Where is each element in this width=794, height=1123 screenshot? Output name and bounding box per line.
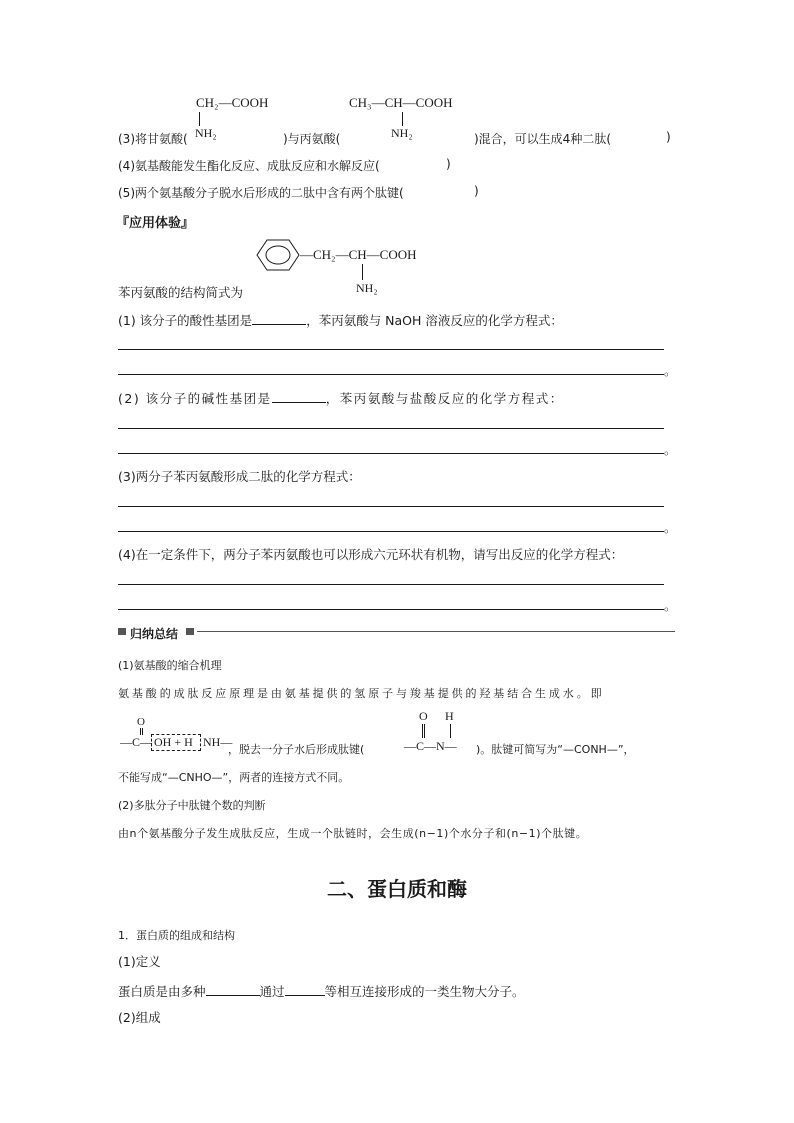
- apply-q2-part-b: ，苯丙氨酸与盐酸反应的化学方程式：: [325, 391, 564, 406]
- summary-p2-text: 由n个氨基酸分子发生成肽反应，生成一个肽链时，会生成(n−1)个水分子和(n−1)个肽键。: [118, 827, 588, 840]
- phenylalanine-chain: —CH₂—CH—COOH: [300, 247, 417, 262]
- phenylalanine-nh2: NH₂: [356, 281, 378, 295]
- mechanism-o: O: [137, 716, 145, 728]
- benzene-ring-icon: [256, 238, 300, 272]
- bond-h: H: [445, 709, 454, 723]
- mechanism-double-bond-a: [140, 728, 141, 735]
- structure-label: 苯丙氨酸的结构简式为: [118, 285, 244, 300]
- answer-line[interactable]: [118, 506, 664, 507]
- basic-group-blank[interactable]: [272, 390, 326, 403]
- apply-q1-part-b: ，苯丙氨酸与 NaOH 溶液反应的化学方程式：: [306, 313, 563, 328]
- q5-close: ): [474, 184, 479, 198]
- mechanism-box-text: OH + H: [154, 735, 193, 749]
- def-part-a: 蛋白质是由多种: [118, 984, 206, 999]
- answer-line[interactable]: [118, 428, 664, 429]
- apply-q3: (3)两分子苯丙氨酸形成二肽的化学方程式：: [118, 469, 361, 484]
- phenylalanine-bond-line: [362, 264, 363, 280]
- def-part-c: 等相互连接形成的一类生物大分子。: [324, 984, 525, 999]
- answer-line[interactable]: [118, 609, 664, 610]
- summary-p1-head: (1)氨基酸的缩合机理: [118, 659, 222, 672]
- summary-p2-head: (2)多肽分子中肽键个数的判断: [118, 799, 266, 812]
- end-mark: 。: [664, 363, 677, 378]
- alanine-formula-nh2: NH₂: [391, 126, 413, 140]
- q3-suffix: )混合，可以生成4种二肽(: [474, 132, 611, 146]
- glycine-formula-top: CH₂—COOH: [196, 95, 269, 110]
- acidic-group-blank[interactable]: [252, 312, 306, 325]
- section2-item1: 1．蛋白质的组成和结构: [118, 929, 235, 942]
- bond-double-line-b: [424, 724, 425, 738]
- alanine-bond-line: [402, 112, 403, 126]
- def-part-b: 通过: [259, 984, 285, 999]
- apply-q1-part-a: (1) 该分子的酸性基团是: [118, 313, 253, 328]
- summary-title: 归纳总结: [130, 627, 179, 641]
- answer-line[interactable]: [118, 349, 664, 350]
- q4-statement: (4)氨基酸能发生酯化反应、成肽反应和水解反应(: [118, 159, 380, 173]
- alanine-formula-top: CH₃—CH—COOH: [349, 95, 453, 110]
- answer-line[interactable]: [118, 374, 664, 375]
- section2-def-head: (1)定义: [118, 954, 161, 969]
- q4-close: ): [446, 157, 451, 171]
- apply-q2: [118, 389, 564, 407]
- bond-chain: —C—N—: [404, 739, 457, 753]
- section2-def-text: [118, 982, 525, 1000]
- mechanism-left: —C—: [120, 735, 153, 749]
- bond-o: O: [419, 709, 428, 723]
- apply-q4: (4)在一定条件下，两分子苯丙氨酸也可以形成六元环状有机物，请写出反应的化学方程式：: [118, 547, 624, 562]
- mechanism-text: ，脱去一分子水后形成肽键(: [228, 743, 365, 756]
- summary-square-icon: [186, 628, 194, 635]
- end-mark: 。: [664, 442, 677, 457]
- summary-p1-text: 氨基酸的成肽反应原理是由氨基提供的氢原子与羧基提供的羟基结合生成水。即: [118, 687, 605, 700]
- mechanism-double-bond-b: [142, 728, 143, 735]
- bond-after-text: )。肽键可简写为“—CONH—”，: [476, 743, 635, 756]
- section2-comp-head: (2)组成: [118, 1010, 161, 1025]
- q3-close: ): [666, 130, 671, 144]
- amino-acid-blank[interactable]: [206, 983, 260, 996]
- q3-mid: )与丙氨酸(: [283, 132, 341, 146]
- apply-q2-part-a: (2) 该分子的碱性基团是: [118, 391, 272, 406]
- apply-q1: [118, 311, 563, 329]
- glycine-bond-line: [199, 112, 200, 126]
- answer-line[interactable]: [118, 531, 664, 532]
- answer-line[interactable]: [118, 584, 664, 585]
- summary-square-icon: [118, 628, 126, 635]
- mechanism-right: NH—: [203, 735, 233, 749]
- bond-double-line-a: [422, 724, 423, 738]
- bond-nh-line: [450, 724, 451, 738]
- peptide-bond-blank[interactable]: [285, 983, 325, 996]
- answer-line[interactable]: [118, 453, 664, 454]
- summary-divider: [197, 631, 675, 632]
- apply-title: 『应用体验』: [116, 216, 195, 231]
- end-mark: 。: [664, 598, 677, 613]
- summary-p1-end: 不能写成“—CNHO—”，两者的连接方式不同。: [118, 771, 350, 784]
- end-mark: 。: [664, 520, 677, 535]
- section-title: 二、蛋白质和酶: [327, 877, 467, 901]
- q3-prefix: (3)将甘氨酸(: [118, 132, 188, 146]
- glycine-formula-nh2: NH₂: [195, 126, 217, 140]
- q5-statement: (5)两个氨基酸分子脱水后形成的二肽中含有两个肽键(: [118, 186, 404, 200]
